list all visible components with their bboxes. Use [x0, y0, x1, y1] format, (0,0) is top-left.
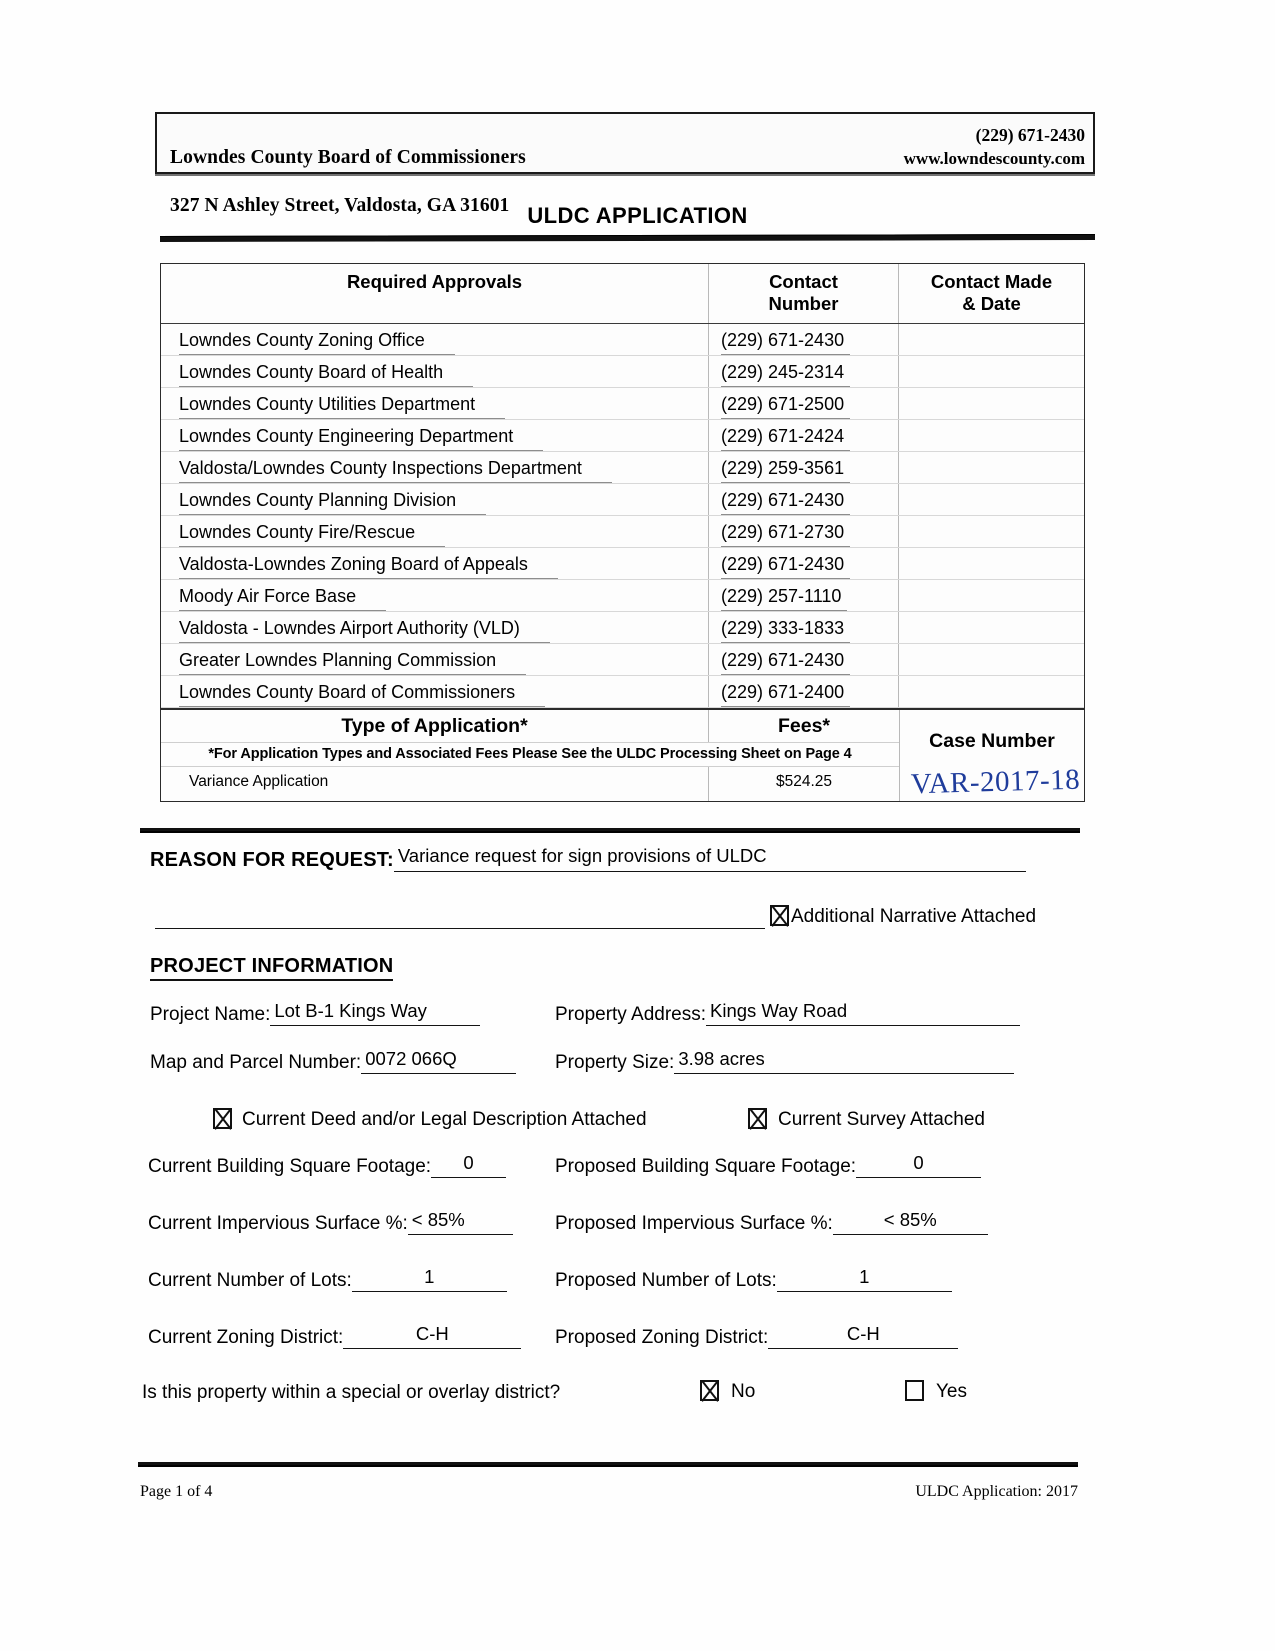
project-information-heading	[150, 955, 393, 981]
map-parcel-value: 0072 066Q	[365, 1048, 457, 1069]
approval-contact-number-cell	[709, 676, 899, 707]
project-information-heading-text: PROJECT INFORMATION	[150, 955, 393, 981]
approval-agency-cell	[161, 516, 709, 547]
approval-agency-cell	[161, 676, 709, 707]
proposed-lots-label: Proposed Number of Lots:	[555, 1270, 777, 1291]
application-type-value: Variance Application	[161, 767, 709, 801]
approval-contact-number: (229) 257-1110	[721, 584, 847, 611]
approval-contact-made-cell[interactable]	[899, 644, 1084, 675]
table-row	[161, 548, 1084, 580]
approval-contact-number-cell	[709, 452, 899, 483]
organization-name: Lowndes County Board of Commissioners	[170, 147, 526, 168]
approval-agency-cell	[161, 452, 709, 483]
additional-narrative-label: Additional Narrative Attached	[791, 906, 1037, 927]
approval-contact-number: (229) 671-2430	[721, 552, 850, 579]
title-divider	[160, 234, 1095, 242]
approval-contact-made-cell[interactable]	[899, 452, 1084, 483]
approval-contact-made-cell[interactable]	[899, 516, 1084, 547]
approval-agency-name: Lowndes County Board of Health	[179, 360, 473, 387]
approval-contact-made-cell[interactable]	[899, 612, 1084, 643]
reason-second-line-input[interactable]	[155, 905, 765, 929]
project-name-label: Project Name:	[150, 1004, 271, 1025]
overlay-yes-checkbox[interactable]	[905, 1380, 924, 1401]
approval-agency-name: Lowndes County Fire/Rescue	[179, 520, 445, 547]
reason-for-request-value: Variance request for sign provisions of ULDC	[397, 845, 767, 866]
approval-agency-cell	[161, 612, 709, 643]
approval-contact-made-cell[interactable]	[899, 548, 1084, 579]
approval-contact-number: (229) 671-2430	[721, 488, 850, 515]
approval-agency-cell	[161, 388, 709, 419]
current-building-sf-value: 0	[463, 1152, 474, 1173]
column-header-contact-made	[899, 264, 1084, 323]
column-header-contact-made-line1: Contact Made	[930, 271, 1053, 292]
project-name-value: Lot B-1 Kings Way	[274, 1000, 427, 1021]
proposed-lots-row	[555, 1266, 952, 1292]
phone-number: (229) 671-2430	[975, 125, 1085, 145]
approval-contact-number-cell	[709, 484, 899, 515]
current-lots-value: 1	[424, 1266, 435, 1287]
current-impervious-input[interactable]	[408, 1209, 513, 1235]
overlay-no-label: No	[731, 1381, 756, 1402]
footer-divider	[138, 1462, 1078, 1467]
table-row	[161, 324, 1084, 356]
table-row	[161, 388, 1084, 420]
deed-attached-row	[213, 1108, 647, 1131]
overlay-yes-label: Yes	[936, 1381, 967, 1402]
approval-agency-name: Lowndes County Board of Commissioners	[179, 680, 545, 707]
reason-for-request-label: REASON FOR REQUEST:	[150, 849, 394, 871]
column-header-type-of-application: Type of Application*	[161, 710, 709, 742]
approval-contact-number-cell	[709, 324, 899, 355]
map-parcel-row	[150, 1048, 516, 1074]
overlay-no-option[interactable]	[700, 1380, 755, 1403]
proposed-impervious-value: < 85%	[883, 1209, 937, 1230]
property-size-row	[555, 1048, 1014, 1074]
survey-attached-row	[748, 1108, 985, 1131]
property-size-label: Property Size:	[555, 1052, 675, 1073]
current-building-sf-label: Current Building Square Footage:	[148, 1156, 432, 1177]
contact-block	[904, 124, 1085, 170]
footer-page-number: Page 1 of 4	[140, 1483, 213, 1500]
reason-second-line-row	[155, 905, 765, 929]
proposed-zoning-row	[555, 1323, 958, 1349]
current-impervious-row	[148, 1209, 513, 1235]
current-impervious-value: < 85%	[411, 1209, 465, 1230]
approval-contact-number-cell	[709, 356, 899, 387]
reason-for-request-row	[150, 845, 1026, 872]
column-header-required-approvals: Required Approvals	[161, 264, 709, 323]
footer-document-reference: ULDC Application: 2017	[915, 1483, 1078, 1500]
current-lots-label: Current Number of Lots:	[148, 1270, 352, 1291]
approval-agency-cell	[161, 580, 709, 611]
property-address-input[interactable]	[706, 1000, 1020, 1026]
page-title: ULDC APPLICATION	[527, 203, 748, 228]
property-address-label: Property Address:	[555, 1004, 707, 1025]
property-address-row	[555, 1000, 1020, 1026]
survey-attached-label: Current Survey Attached	[778, 1109, 985, 1130]
proposed-lots-input[interactable]	[777, 1266, 952, 1292]
proposed-lots-value: 1	[859, 1266, 870, 1287]
proposed-building-sf-label: Proposed Building Square Footage:	[555, 1156, 857, 1177]
case-number-value: VAR-2017-18	[910, 763, 1081, 801]
approval-contact-number: (229) 671-2430	[721, 328, 850, 355]
column-header-contact-made-line2: & Date	[962, 293, 1021, 314]
approval-contact-number: (229) 671-2730	[721, 520, 850, 547]
table-row	[161, 580, 1084, 612]
approval-agency-cell	[161, 420, 709, 451]
application-type-left	[161, 710, 899, 801]
proposed-impervious-input[interactable]	[833, 1209, 988, 1235]
table-row	[161, 516, 1084, 548]
current-impervious-label: Current Impervious Surface %:	[148, 1213, 408, 1234]
overlay-yes-option[interactable]	[905, 1380, 967, 1403]
reason-for-request-input[interactable]	[394, 845, 1026, 872]
application-type-section	[161, 708, 1084, 801]
survey-attached-checkbox[interactable]	[748, 1108, 767, 1129]
approval-agency-cell	[161, 484, 709, 515]
table-row	[161, 676, 1084, 708]
proposed-building-sf-row	[555, 1152, 981, 1178]
approval-contact-number: (229) 671-2424	[721, 424, 850, 451]
property-address-value: Kings Way Road	[710, 1000, 848, 1021]
approval-contact-number: (229) 671-2400	[721, 680, 850, 707]
property-size-value: 3.98 acres	[678, 1048, 765, 1069]
approval-contact-number-cell	[709, 548, 899, 579]
approval-contact-number-cell	[709, 516, 899, 547]
website-url[interactable]: www.lowndescounty.com	[903, 149, 1085, 168]
table-row	[161, 356, 1084, 388]
current-zoning-value: C-H	[415, 1323, 449, 1344]
column-header-contact-number-line1: Contact	[769, 271, 838, 292]
approval-contact-made-cell[interactable]	[899, 420, 1084, 451]
table-row	[161, 420, 1084, 452]
application-type-values	[161, 767, 899, 801]
current-zoning-label: Current Zoning District:	[148, 1327, 344, 1348]
table-row	[161, 612, 1084, 644]
approval-contact-number: (229) 245-2314	[721, 360, 850, 387]
approval-contact-number: (229) 671-2500	[721, 392, 850, 419]
current-lots-row	[148, 1266, 507, 1292]
project-name-row	[150, 1000, 480, 1026]
approval-agency-name: Lowndes County Utilities Department	[179, 392, 505, 419]
column-header-contact-number-line2: Number	[768, 293, 839, 314]
approval-agency-name: Lowndes County Engineering Department	[179, 424, 543, 451]
case-number-cell	[899, 710, 1084, 801]
approval-contact-number: (229) 671-2430	[721, 648, 850, 675]
approval-contact-number-cell	[709, 420, 899, 451]
map-parcel-label: Map and Parcel Number:	[150, 1052, 362, 1073]
approval-contact-made-cell[interactable]	[899, 676, 1084, 707]
case-number-label: Case Number	[929, 730, 1055, 752]
project-name-input[interactable]	[270, 1000, 480, 1026]
approval-agency-name: Greater Lowndes Planning Commission	[179, 648, 526, 675]
proposed-impervious-label: Proposed Impervious Surface %:	[555, 1213, 833, 1234]
approval-agency-cell	[161, 324, 709, 355]
approval-contact-made-cell[interactable]	[899, 324, 1084, 355]
deed-attached-checkbox[interactable]	[213, 1108, 232, 1129]
approval-contact-number: (229) 333-1833	[721, 616, 850, 643]
approval-agency-name: Lowndes County Zoning Office	[179, 328, 455, 355]
proposed-impervious-row	[555, 1209, 988, 1235]
reason-section-divider	[140, 828, 1080, 833]
proposed-zoning-value: C-H	[846, 1323, 880, 1344]
approval-contact-number-cell	[709, 644, 899, 675]
approval-contact-made-cell[interactable]	[899, 580, 1084, 611]
additional-narrative-checkbox[interactable]	[770, 905, 789, 926]
current-lots-input[interactable]	[352, 1266, 507, 1292]
overlay-district-row	[142, 1382, 560, 1404]
property-size-input[interactable]	[674, 1048, 1014, 1074]
proposed-zoning-input[interactable]	[768, 1323, 958, 1349]
proposed-building-sf-value: 0	[913, 1152, 924, 1173]
approval-agency-name: Moody Air Force Base	[179, 584, 386, 611]
approval-agency-cell	[161, 356, 709, 387]
approval-agency-cell	[161, 644, 709, 675]
approval-contact-number-cell	[709, 612, 899, 643]
required-approvals-table	[160, 263, 1085, 802]
deed-attached-label: Current Deed and/or Legal Description Attached	[242, 1109, 647, 1130]
approval-contact-made-cell[interactable]	[899, 356, 1084, 387]
approval-contact-made-cell[interactable]	[899, 388, 1084, 419]
overlay-no-checkbox[interactable]	[700, 1380, 719, 1401]
approval-agency-name: Valdosta - Lowndes Airport Authority (VLD)	[179, 616, 550, 643]
table-row	[161, 452, 1084, 484]
map-parcel-input[interactable]	[361, 1048, 516, 1074]
current-zoning-input[interactable]	[343, 1323, 521, 1349]
overlay-district-question: Is this property within a special or overlay district?	[142, 1382, 561, 1403]
table-row	[161, 484, 1084, 516]
table-row	[161, 644, 1084, 676]
column-header-fees: Fees*	[777, 715, 831, 737]
approval-contact-made-cell[interactable]	[899, 484, 1084, 515]
additional-narrative-row	[770, 905, 1036, 928]
approval-agency-name: Valdosta/Lowndes County Inspections Department	[179, 456, 612, 483]
approval-agency-name: Valdosta-Lowndes Zoning Board of Appeals	[179, 552, 558, 579]
application-type-footnote: *For Application Types and Associated Fees Please See the ULDC Processing Sheet on Page 4	[161, 743, 899, 767]
approvals-rows-container	[161, 324, 1084, 708]
approval-agency-cell	[161, 548, 709, 579]
table-header-row	[161, 264, 1084, 324]
current-building-sf-row	[148, 1152, 506, 1178]
application-fee-value: $524.25	[775, 773, 833, 790]
organization-address-line: 327 N Ashley Street, Valdosta, GA 31601	[170, 195, 510, 216]
current-zoning-row	[148, 1323, 521, 1349]
approval-contact-number-cell	[709, 388, 899, 419]
current-building-sf-input[interactable]	[431, 1152, 506, 1178]
approval-contact-number-cell	[709, 580, 899, 611]
proposed-building-sf-input[interactable]	[856, 1152, 981, 1178]
approval-agency-name: Lowndes County Planning Division	[179, 488, 486, 515]
proposed-zoning-label: Proposed Zoning District:	[555, 1327, 769, 1348]
application-type-headers	[161, 710, 899, 743]
column-header-contact-number	[709, 264, 899, 323]
approval-contact-number: (229) 259-3561	[721, 456, 850, 483]
